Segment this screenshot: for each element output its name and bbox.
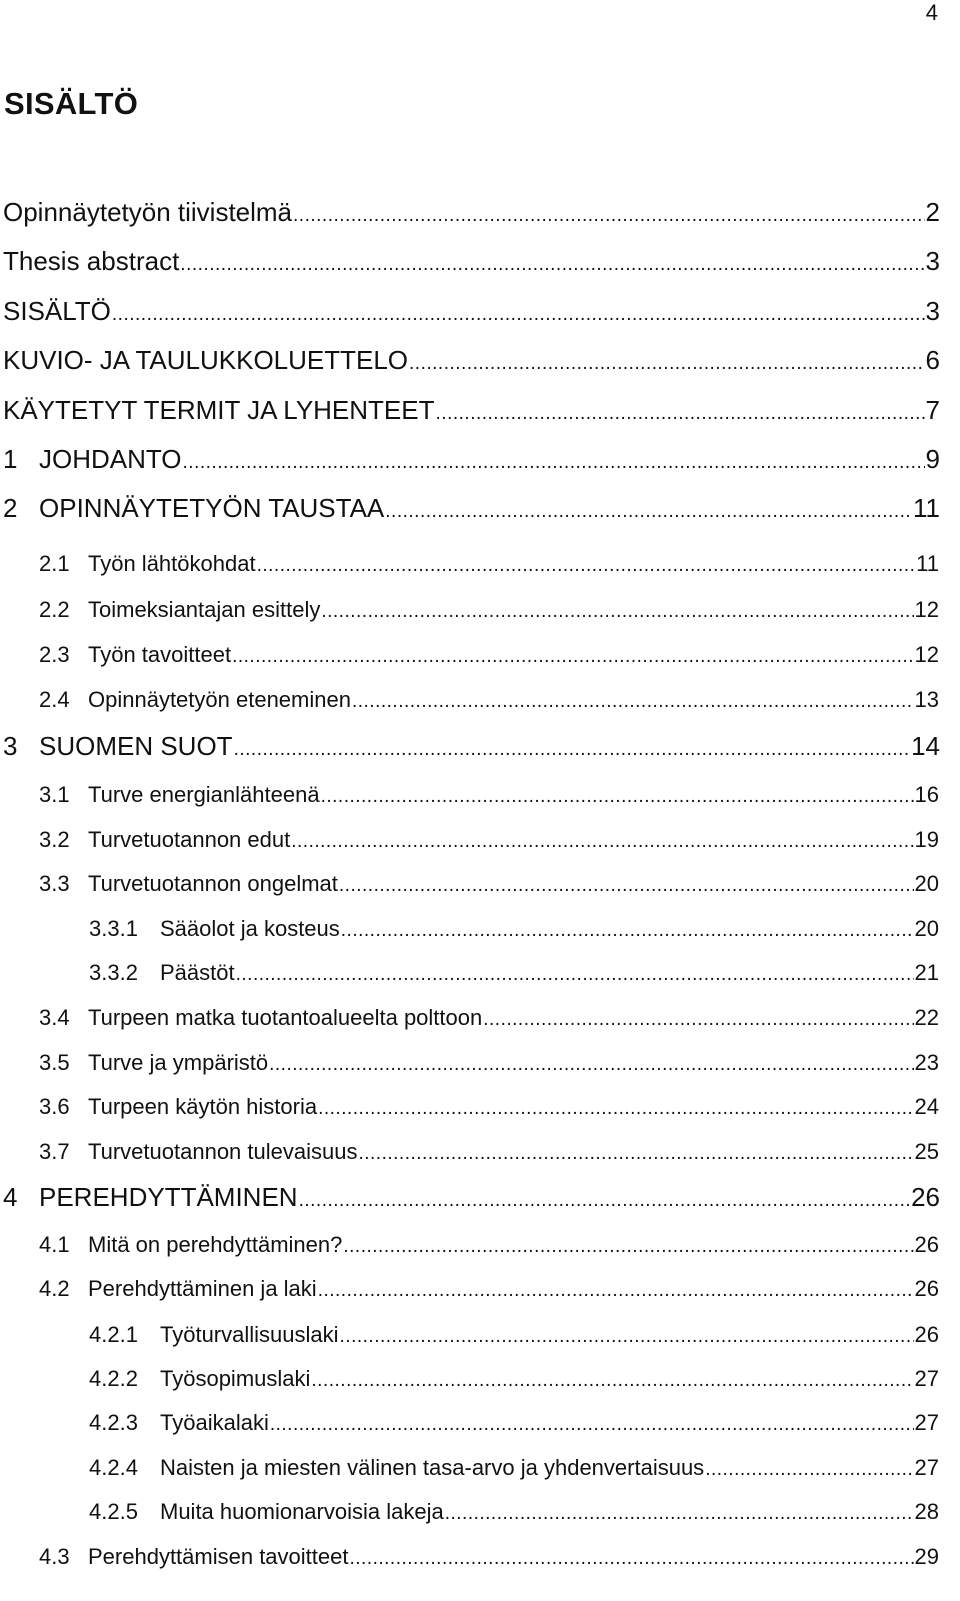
toc-entry-page: 29: [914, 1544, 939, 1569]
toc-entry-title: Perehdyttämisen tavoitteet: [88, 1544, 349, 1569]
toc-entry-number: 1: [3, 444, 18, 474]
toc-entry-title: KÄYTETYT TERMIT JA LYHENTEET: [3, 395, 435, 425]
dot-leader: [436, 397, 925, 431]
toc-entry-page: 20: [914, 916, 939, 941]
dot-leader: [269, 1050, 913, 1080]
toc-entry-page: 14: [911, 731, 940, 761]
toc-entry[interactable]: [0, 244, 940, 278]
dot-leader: [339, 871, 914, 901]
dot-leader: [318, 1276, 914, 1306]
toc-entry-title: Turpeen matka tuotantoalueelta polttoon: [88, 1005, 483, 1030]
toc-entry[interactable]: [0, 780, 939, 810]
dot-leader: [234, 733, 911, 767]
toc-entry-number: 3.2: [39, 827, 70, 852]
dot-leader: [340, 1322, 914, 1352]
dot-leader: [352, 687, 914, 717]
toc-entry-number: 4.2.2: [89, 1366, 138, 1391]
page-number: 4: [925, 0, 938, 25]
toc-entry-page: 11: [913, 493, 940, 523]
toc-entry-number: 3.3: [39, 871, 70, 896]
toc-entry-number: 2.3: [39, 642, 70, 667]
toc-entry-page: 26: [914, 1232, 939, 1257]
toc-entry-title: Työturvallisuuslaki: [160, 1322, 339, 1347]
toc-entry[interactable]: [0, 442, 940, 476]
toc-entry-page: 27: [914, 1366, 939, 1391]
toc-entry-page: 24: [914, 1094, 939, 1119]
toc-entry-number: 4: [3, 1182, 18, 1212]
toc-entry-number: 4.2.3: [89, 1410, 138, 1435]
toc-entry[interactable]: [0, 1453, 939, 1483]
dot-leader: [321, 782, 914, 812]
toc-entry-title: Työaikalaki: [160, 1410, 269, 1435]
dot-leader: [385, 495, 912, 529]
toc-entry[interactable]: [0, 343, 940, 377]
toc-heading: SISÄLTÖ: [4, 86, 139, 121]
toc-entry-title: Opinnäytetyön tiivistelmä: [3, 197, 293, 227]
toc-entry[interactable]: [0, 914, 939, 944]
toc-entry-page: 3: [925, 246, 940, 276]
dot-leader: [409, 347, 925, 381]
toc-entry-title: Turvetuotannon ongelmat: [88, 871, 338, 896]
toc-entry-title: JOHDANTO: [39, 444, 182, 474]
toc-entry-title: SUOMEN SUOT: [39, 731, 233, 761]
toc-entry-title: Työn tavoitteet: [88, 642, 232, 667]
toc-entry-number: 4.2.4: [89, 1455, 138, 1480]
toc-entry-title: KUVIO- JA TAULUKKOLUETTELO: [3, 345, 409, 375]
toc-entry[interactable]: [0, 1180, 940, 1214]
toc-entry-number: 3.5: [39, 1050, 70, 1075]
toc-entry-page: 26: [911, 1182, 940, 1212]
toc-entry-title: Turvetuotannon tulevaisuus: [88, 1139, 358, 1164]
toc-entry[interactable]: [0, 685, 939, 715]
dot-leader: [341, 916, 914, 946]
toc-entry-title: Perehdyttäminen ja laki: [88, 1276, 317, 1301]
toc-entry-number: 3.7: [39, 1139, 70, 1164]
toc-entry[interactable]: [0, 549, 939, 579]
toc-entry-page: 6: [925, 345, 940, 375]
dot-leader: [343, 1232, 913, 1262]
toc-entry[interactable]: [0, 958, 939, 988]
toc-entry-number: 2: [3, 493, 18, 523]
dot-leader: [257, 551, 916, 581]
dot-leader: [112, 298, 925, 332]
dot-leader: [270, 1410, 914, 1440]
toc-entry-number: 4.3: [39, 1544, 70, 1569]
toc-entry-title: Turve ja ympäristö: [88, 1050, 269, 1075]
toc-entry-number: 3.6: [39, 1094, 70, 1119]
toc-entry-number: 4.2.1: [89, 1322, 138, 1347]
toc-entry-title: PEREHDYTTÄMINEN: [39, 1182, 298, 1212]
dot-leader: [358, 1139, 913, 1169]
toc-entry[interactable]: [0, 825, 939, 855]
toc-entry-page: 16: [914, 782, 939, 807]
toc-entry[interactable]: [0, 1092, 939, 1122]
toc-entry-title: Sääolot ja kosteus: [160, 916, 340, 941]
toc-entry-page: 19: [914, 827, 939, 852]
toc-entry[interactable]: [0, 595, 939, 625]
toc-entry-title: Työsopimuslaki: [160, 1366, 311, 1391]
toc-entry-number: 4.1: [39, 1232, 70, 1257]
toc-entry[interactable]: [0, 195, 940, 229]
toc-entry[interactable]: [0, 491, 940, 525]
toc-entry[interactable]: [0, 1497, 939, 1527]
toc-entry-number: 3.4: [39, 1005, 70, 1030]
toc-entry-page: 27: [914, 1455, 939, 1480]
toc-entry-title: Naisten ja miesten välinen tasa-arvo ja yhdenvertaisuus: [160, 1455, 705, 1480]
toc-entry-page: 12: [914, 642, 939, 667]
toc-entry-page: 20: [914, 871, 939, 896]
toc-entry-number: 3.3.2: [89, 960, 138, 985]
toc-entry-page: 23: [914, 1050, 939, 1075]
toc-entry[interactable]: [0, 294, 940, 328]
dot-leader: [183, 446, 925, 480]
toc-entry-title: OPINNÄYTETYÖN TAUSTAA: [39, 493, 385, 523]
toc-entry-page: 26: [914, 1276, 939, 1301]
dot-leader: [311, 1366, 913, 1396]
dot-leader: [321, 597, 913, 627]
toc-entry[interactable]: [0, 1408, 939, 1438]
toc-entry[interactable]: [0, 393, 940, 427]
toc-entry[interactable]: [0, 1003, 939, 1033]
toc-entry-title: Päästöt: [160, 960, 235, 985]
toc-entry-number: 4.2: [39, 1276, 70, 1301]
toc-entry-number: 3.3.1: [89, 916, 138, 941]
dot-leader: [180, 248, 924, 282]
toc-entry[interactable]: [0, 1137, 939, 1167]
toc-entry[interactable]: [0, 729, 940, 763]
toc-entry[interactable]: [0, 1048, 939, 1078]
dot-leader: [291, 827, 913, 857]
toc-entry-number: 2.4: [39, 687, 70, 712]
toc-entry-title: Työn lähtökohdat: [88, 551, 256, 576]
toc-entry-title: Turve energianlähteenä: [88, 782, 320, 807]
toc-entry-number: 3.1: [39, 782, 70, 807]
toc-entry[interactable]: [0, 640, 939, 670]
toc-entry-page: 22: [914, 1005, 939, 1030]
toc-entry-title: Mitä on perehdyttäminen?: [88, 1232, 343, 1257]
dot-leader: [299, 1184, 911, 1218]
toc-entry-page: 21: [914, 960, 939, 985]
toc-entry-page: 27: [914, 1410, 939, 1435]
dot-leader: [293, 199, 925, 233]
dot-leader: [232, 642, 913, 672]
toc-entry-page: 26: [914, 1322, 939, 1347]
toc-entry-page: 9: [925, 444, 940, 474]
toc-entry-number: 2.2: [39, 597, 70, 622]
toc-entry-title: Toimeksiantajan esittely: [88, 597, 321, 622]
dot-leader: [236, 960, 914, 990]
toc-entry-title: Muita huomionarvoisia lakeja: [160, 1499, 444, 1524]
toc-entry-title: Turpeen käytön historia: [88, 1094, 318, 1119]
toc-entry-number: 3: [3, 731, 18, 761]
toc-entry-page: 12: [914, 597, 939, 622]
toc-entry-page: 7: [925, 395, 940, 425]
toc-entry-title: Turvetuotannon edut: [88, 827, 291, 852]
toc-entry[interactable]: [0, 1230, 939, 1260]
toc-entry[interactable]: [0, 1320, 939, 1350]
dot-leader: [483, 1005, 913, 1035]
toc-entry[interactable]: [0, 1542, 939, 1572]
toc-entry-number: 4.2.5: [89, 1499, 138, 1524]
toc-entry-title: SISÄLTÖ: [3, 296, 111, 326]
toc-entry-number: 2.1: [39, 551, 70, 576]
toc-entry-page: 13: [914, 687, 939, 712]
toc-entry-title: Opinnäytetyön eteneminen: [88, 687, 351, 712]
dot-leader: [349, 1544, 913, 1574]
dot-leader: [705, 1455, 913, 1485]
toc-entry-page: 11: [916, 551, 939, 576]
toc-entry-page: 25: [914, 1139, 939, 1164]
toc-entry[interactable]: [0, 1274, 939, 1304]
toc-entry-page: 28: [914, 1499, 939, 1524]
toc-entry-title: Thesis abstract: [3, 246, 180, 276]
toc-entry[interactable]: [0, 1364, 939, 1394]
toc-entry-page: 2: [925, 197, 940, 227]
dot-leader: [445, 1499, 914, 1529]
toc-entry[interactable]: [0, 869, 939, 899]
dot-leader: [318, 1094, 913, 1124]
toc-entry-page: 3: [925, 296, 940, 326]
